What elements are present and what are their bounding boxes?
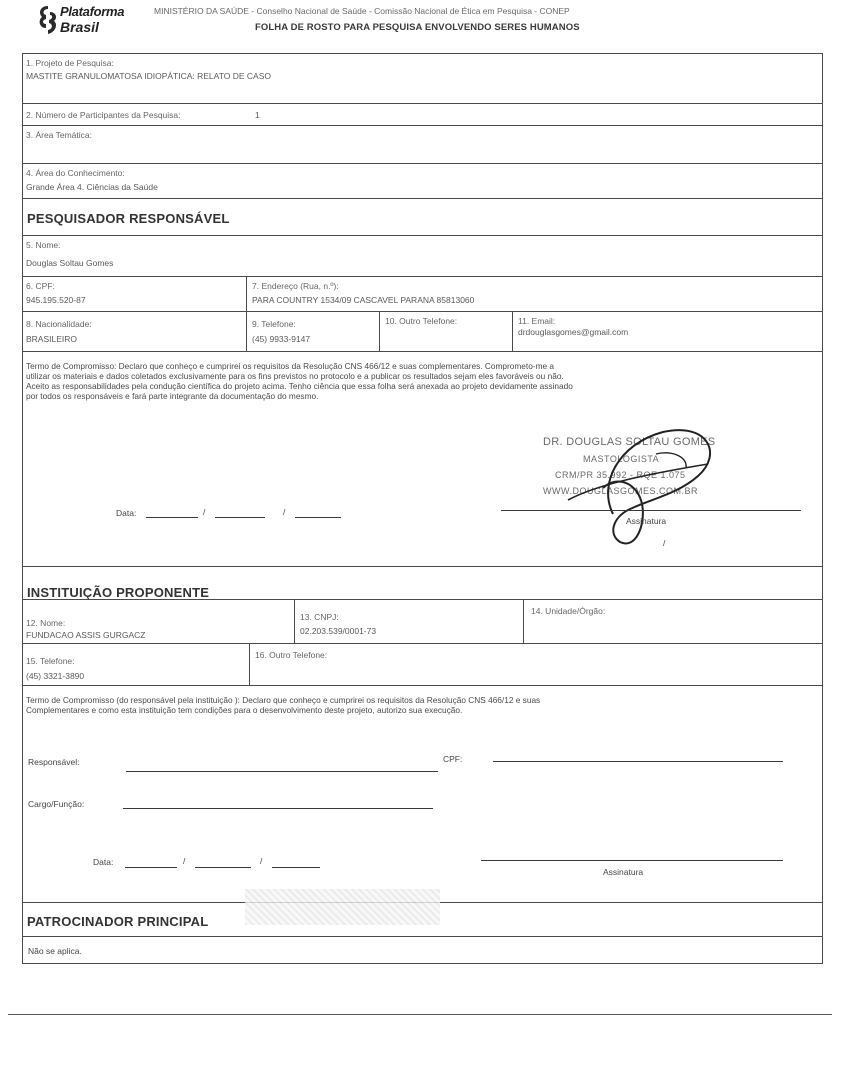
field-13-value: 02.203.539/0001-73 [300,626,377,636]
field-10-cell [379,311,513,352]
stamp-registry: CRM/PR 35.992 - RQE 1.075 [555,470,686,480]
field-3-label: 3. Área Temática: [26,130,92,140]
role-line [123,808,433,809]
responsible-line [126,771,438,772]
researcher-signature-label: Assinatura [626,516,667,526]
field-4-label: 4. Área do Conhecimento: [26,168,125,178]
stamp-specialty: MASTOLOGISTA [583,454,660,464]
stamp-name: DR. DOUGLAS SOLTAU GOMES [543,436,716,448]
institution-date-month-line [195,867,251,868]
institution-date-year-line [272,867,320,868]
field-7-value: PARA COUNTRY 1534/09 CASCAVEL PARANA 85813060 [252,295,475,305]
field-9-cell [246,311,380,352]
institution-date-label: Data: [93,857,114,867]
field-12-label: 12. Nome: [26,618,66,628]
field-8-label: 8. Nacionalidade: [26,319,92,329]
field-13-cell [294,599,524,644]
researcher-term-line: utilizar os materiais e dados coletados exclusivamente para os fins previstos no protocolo e a publicar os resultados sejam eles favoráveis ou não. [26,371,564,381]
form-title: FOLHA DE ROSTO PARA PESQUISA ENVOLVENDO SERES HUMANOS [255,22,580,33]
field-11-value: drdouglasgomes@gmail.com [518,327,629,337]
field-2-value: 1 [255,110,260,120]
field-1-label: 1. Projeto de Pesquisa: [26,58,114,68]
researcher-date-day-line [146,517,198,518]
field-7-label: 7. Endereço (Rua, n.º): [252,281,339,291]
researcher-section-header [22,198,823,236]
role-label: Cargo/Função: [28,799,85,809]
researcher-signature-line [501,510,801,511]
field-11-label: 11. Email: [518,316,556,326]
field-2-label: 2. Número de Participantes da Pesquisa: [26,110,181,120]
field-4-value: Grande Área 4. Ciências da Saúde [26,182,158,192]
researcher-term-line: Aceito as responsabilidades pela condução científica do projeto acima. Tenho ciência que essa folha será anexada ao projeto devidamente assinado [26,381,573,391]
researcher-term-line: por todos os responsáveis e fará parte integrante da documentação do mesmo. [26,391,319,401]
logo-text-line1: Plataforma [60,4,125,19]
institution-commitment-box [22,685,823,903]
date-separator: / [183,856,186,866]
field-4-cell [22,163,823,199]
field-5-value: Douglas Soltau Gomes [26,258,114,268]
field-15-label: 15. Telefone: [26,656,75,666]
field-13-label: 13. CNPJ: [300,612,339,622]
researcher-date-month-line [215,517,265,518]
researcher-date-label: Data: [116,508,137,518]
institution-term-line: Complementares e como esta instituição tem condições para o desenvolvimento deste projeto, autorizo sua execução. [26,705,463,715]
field-3-cell [22,125,823,164]
field-14-label: 14. Unidade/Órgão: [531,606,606,616]
field-2-cell [22,103,823,126]
field-1-value: MASTITE GRANULOMATOSA IDIOPÁTICA: RELATO DE CASO [26,71,271,81]
ministry-header: MINISTÉRIO DA SAÚDE - Conselho Nacional de Saúde - Comissão Nacional de Ética em Pesquisa - CONEP [154,6,570,16]
field-9-value: (45) 9933-9147 [252,334,311,344]
field-11-cell [512,311,823,352]
researcher-date-year-line [295,517,341,518]
cpf-label: CPF: [443,754,463,764]
field-7-cell [246,276,823,312]
field-1-cell [22,53,823,104]
plataforma-brasil-logo [36,2,146,42]
researcher-term-line: Termo de Compromisso: Declaro que conheço e cumprirei os requisitos da Resolução CNS 466/12 e suas complementares. Comprometo-me a [26,361,555,371]
field-14-cell [523,599,823,644]
logo-mark-icon [36,4,60,38]
field-5-cell [22,235,823,277]
field-6-value: 945.195.520-87 [26,295,86,305]
cpf-line [493,761,783,762]
date-separator: / [283,507,286,517]
field-12-value: FUNDACAO ASSIS GURGACZ [26,630,146,640]
field-9-label: 9. Telefone: [252,319,296,329]
responsible-label: Responsável: [28,757,80,767]
stamp-website: WWW.DOUGLASGOMES.COM.BR [543,486,699,496]
date-separator: / [203,507,206,517]
sponsor-value-cell [22,936,823,964]
field-15-cell [22,643,250,686]
date-separator: / [663,538,666,548]
date-separator: / [260,856,263,866]
field-16-label: 16. Outro Telefone: [255,650,328,660]
field-10-label: 10. Outro Telefone: [385,316,458,326]
sponsor-value: Não se aplica. [28,946,82,956]
researcher-commitment-box [22,351,823,567]
field-12-cell [22,599,295,644]
institution-term-line: Termo de Compromisso (do responsável pela instituição ): Declaro que conheço e cumprirei os requisitos da Resolução CNS 466/12 e suas [26,695,541,705]
sponsor-section-title: PATROCINADOR PRINCIPAL [27,914,209,929]
institution-date-day-line [125,867,177,868]
field-16-cell [249,643,823,686]
institution-section-title: INSTITUIÇÃO PROPONENTE [27,585,210,600]
page-bottom-rule [8,1014,832,1015]
handwritten-signature [558,414,748,554]
field-6-cell [22,276,247,312]
institution-signature-label: Assinatura [603,867,644,877]
field-8-value: BRASILEIRO [26,334,78,344]
researcher-section-title: PESQUISADOR RESPONSÁVEL [27,211,230,226]
logo-text-line2: Brasil [60,19,99,35]
scan-smudge [245,889,440,925]
field-5-label: 5. Nome: [26,240,61,250]
field-15-value: (45) 3321-3890 [26,671,85,681]
institution-signature-line [481,860,783,861]
field-8-cell [22,311,247,352]
field-6-label: 6. CPF: [26,281,55,291]
institution-section-header [22,566,823,600]
